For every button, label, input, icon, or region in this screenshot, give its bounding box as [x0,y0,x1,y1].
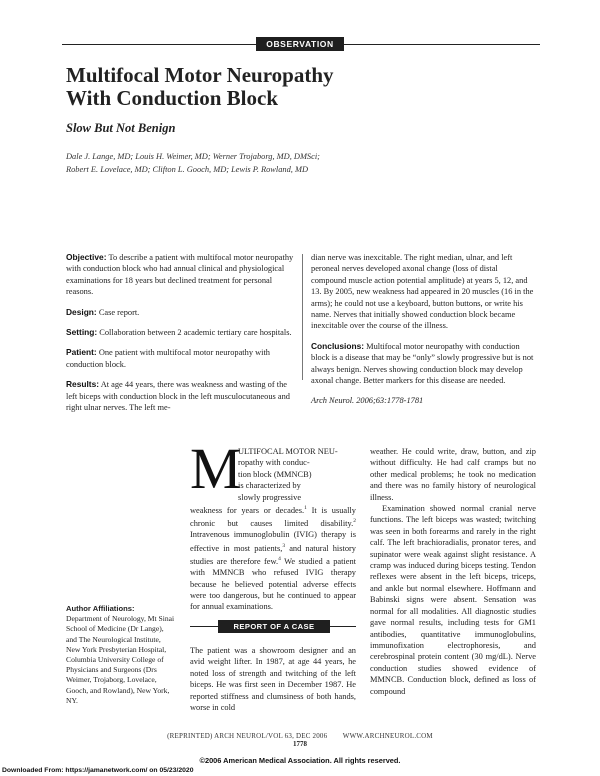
intro-text-a: weakness for years or decades. [190,505,305,515]
intro-line-5: slowly progressive [238,492,302,502]
conclusions-label: Conclusions: [311,340,365,351]
reference-4: 4 [278,556,281,563]
section-banner-observation: OBSERVATION [256,37,344,51]
authors-line-2: Robert E. Lovelace, MD; Clifton L. Gooch, MD; Lewis P. Rowland, MD [66,165,308,174]
section-banner-case: REPORT OF A CASE [218,620,330,633]
abstract-setting [66,327,294,338]
intro-line-2: ropathy with conduc- [238,458,310,468]
abstract-objective [66,252,294,298]
patient-label: Patient: [66,347,97,358]
journal-footer: (REPRINTED) ARCH NEUROL/VOL 63, DEC 2006 WWW.ARCHNEUROL.COM [167,732,433,740]
design-text: Case report. [98,307,140,317]
abstract-conclusions [311,341,535,387]
reference-3: 3 [282,542,286,549]
case-paragraph: The patient was a showroom designer and an avid weight lifter. In 1987, at age 44 years, he noted loss of strength and twitching of the left biceps. He was first seen in December 1987. He reported stiffness and clumsiness of both hands, worse in cold [190,646,356,713]
author-affiliations [66,604,176,706]
abstract-divider [302,254,303,380]
results-label: Results: [66,379,100,390]
patient-text: One patient with multifocal motor neuropathy with conduction block. [66,348,270,369]
abstract-patient [66,347,294,370]
results-text: At age 44 years, there was weakness and wasting of the left biceps with conduction block in the left musculocutaneous and right ulnar nerves. The left me- [66,380,290,413]
abstract-left-column [66,252,294,422]
author-list [66,150,496,176]
right-paragraph-2: Examination showed normal cranial nerve functions. The left biceps was wasted; twitching was seen in both forearms and rarely in the right calf. The left brachioradialis, pronator teres, and supinator were weak against slight resistance. A cramp was induced during biceps testing. Tendon reflexes were absent in the left biceps, triceps, and ankle but normal elsewhere. Hoffmann and Babinski signs were absent. Sensation was normal for all modalities. All diagnostic studies gave normal results, including tests for GM1 antibodies, quantitative immunoglobulins, immunofixation electrophoresis, and cerebrospinal protein content (30 mg/dL). Nerve conduction studies showed evidence of MMNCB. Conduction block, defined as loss of compound [370,504,536,696]
reference-1: 1 [304,505,307,511]
intro-first-line: ULTIFOCAL MOTOR NEU- [238,447,338,456]
reference-2: 2 [353,518,356,525]
affiliations-text: Department of Neurology, Mt Sinai School of Medicine (Dr Lange), and The Neurological Institute, New York Presbyterian Hospital, Columbia University College of Physicians and Surgeons (Drs Weimer, Trojaborg, Lovelace, Gooch, and Rowland), New York, NY. [66,614,175,705]
intro-text-e: We studied a patient with MMNCB who refused IVIG therapy because he believed potential adverse effects were too dangerous, but he continued to appear for annual examinations. [190,556,357,612]
right-paragraph-1: weather. He could write, draw, button, and zip without difficulty. He had calf cramps but no other medical problems; he took no medication and there was no family history of neurological illness. [370,447,536,502]
download-notice: Downloaded From: https://jamanetwork.com/ on 05/23/2020 [2,767,194,774]
setting-text: Collaboration between 2 academic tertiary care hospitals. [99,328,292,338]
design-label: Design: [66,306,97,317]
affiliations-heading: Author Affiliations: [66,604,135,613]
abstract-results [66,379,294,413]
objective-label: Objective: [66,252,107,262]
page-number: 1778 [293,740,307,748]
intro-paragraph [190,503,356,613]
objective-text: To describe a patient with multifocal motor neuropathy with conduction block who had annual clinical and physiological examinations for 18 years but declined treatment for personal reasons. [66,253,294,297]
intro-text-b: It is usually chronic but causes limited disability. [190,505,356,528]
intro-line-4: is characterized by [238,481,301,491]
intro-narrow-lines [238,446,356,503]
abstract-design [66,307,294,318]
conclusions-text: Multifocal motor neuropathy with conduction block is a disease that may be “only” slowly progressive but is not always benign. Nerves showing conduction block may develop axonal change. Better markers for this disease are needed. [311,341,534,386]
intro-text-c: Intravenous immunoglobulin (IVIG) therapy is effective in most patients, [190,530,356,553]
authors-line-1: Dale J. Lange, MD; Louis H. Weimer, MD; Werner Trojaborg, MD, DMSci; [66,152,320,161]
setting-label: Setting: [66,327,98,338]
intro-line-3: tion block (MMNCB) [238,469,312,479]
intro-text-d: and natural history studies are therefore few. [190,543,356,566]
drop-cap: M [190,436,242,501]
results-continued: dian nerve was inexcitable. The right median, ulnar, and left peroneal nerves developed axonal change (loss of distal compound muscle action potential amplitude) at years 5, 12, and 13. By 2005, new weakness had appeared in 20 muscles (16 in the arms); he could not use a keyboard, button buttons, or write his name. Nerves that initially showed conduction block became inexcitable over the course of the illness. [311,253,534,331]
article-citation: Arch Neurol. 2006;63:1778-1781 [311,396,424,406]
title-line-1: Multifocal Motor Neuropathy [66,63,334,87]
title-line-2: With Conduction Block [66,86,278,110]
abstract-right-column [311,252,535,416]
article-subtitle: Slow But Not Benign [66,121,176,135]
copyright-notice: ©2006 American Medical Association. All rights reserved. [199,756,401,765]
article-title [66,64,486,110]
right-body-column [370,446,536,697]
